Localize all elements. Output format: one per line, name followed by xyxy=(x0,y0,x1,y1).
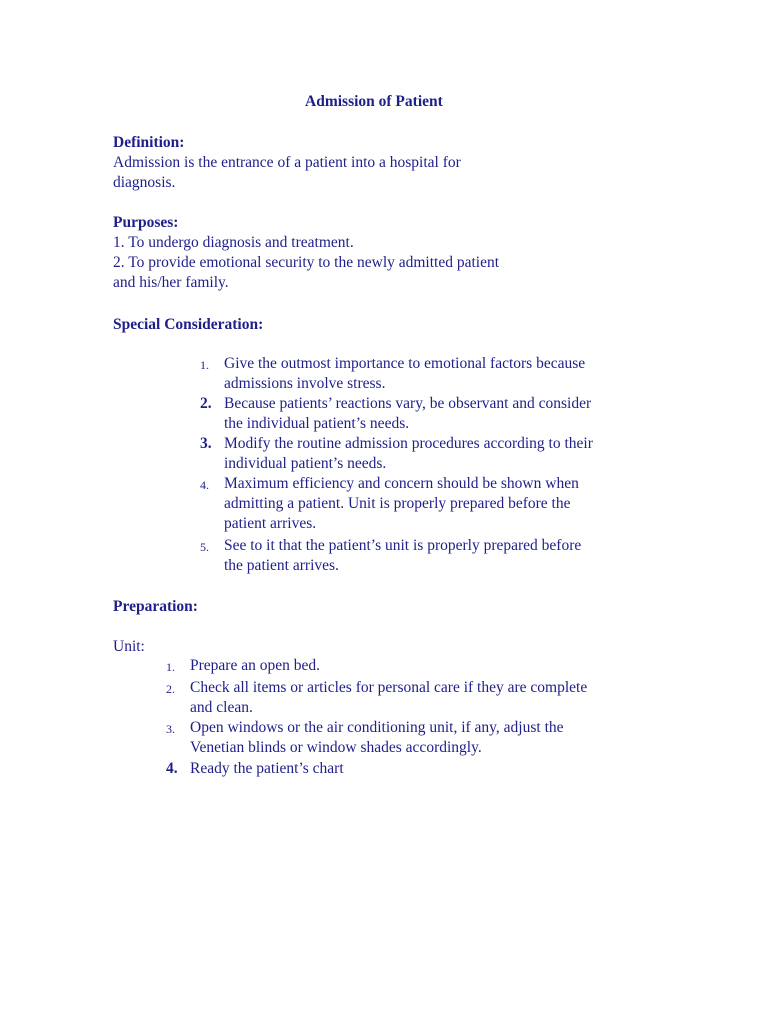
list-item-text: Check all items or articles for personal care if they are complete xyxy=(190,679,588,696)
list-item-number: 2. xyxy=(200,395,212,412)
list-item-text: and clean. xyxy=(190,699,253,716)
list-item-text: Venetian blinds or window shades accordingly. xyxy=(190,739,482,756)
definition-heading: Definition: xyxy=(113,134,185,151)
list-item-number: 2. xyxy=(166,682,175,696)
list-item-number: 1. xyxy=(200,358,209,372)
preparation-heading: Preparation: xyxy=(113,598,198,615)
list-item-text: Modify the routine admission procedures according to their xyxy=(224,435,593,452)
purpose-line-3: and his/her family. xyxy=(113,274,229,291)
list-item-number: 5. xyxy=(200,540,209,554)
list-item-number: 1. xyxy=(166,660,175,674)
list-item-text: Open windows or the air conditioning unit, if any, adjust the xyxy=(190,719,564,736)
list-item-text: See to it that the patient’s unit is properly prepared before xyxy=(224,537,582,554)
special-consideration-heading: Special Consideration: xyxy=(113,316,264,333)
list-item-number: 4. xyxy=(200,478,209,492)
list-item-text: patient arrives. xyxy=(224,515,317,532)
list-item-number: 3. xyxy=(200,435,212,452)
list-item-text: the patient arrives. xyxy=(224,557,339,574)
list-item-text: Give the outmost importance to emotional factors because xyxy=(224,355,586,372)
list-item-text: Prepare an open bed. xyxy=(190,657,320,674)
list-item-text: Because patients’ reactions vary, be observant and consider xyxy=(224,395,592,412)
list-item-number: 3. xyxy=(166,722,175,736)
list-item-text: Maximum efficiency and concern should be shown when xyxy=(224,475,579,492)
list-item-text: Ready the patient’s chart xyxy=(190,760,344,777)
list-item-number: 4. xyxy=(166,760,178,777)
definition-text-line-2: diagnosis. xyxy=(113,174,176,191)
definition-text-line-1: Admission is the entrance of a patient into a hospital for xyxy=(113,154,461,171)
list-item-text: individual patient’s needs. xyxy=(224,455,387,472)
page-title: Admission of Patient xyxy=(305,93,443,110)
purpose-line-2: 2. To provide emotional security to the newly admitted patient xyxy=(113,254,500,271)
purpose-line-1: 1. To undergo diagnosis and treatment. xyxy=(113,234,354,251)
purposes-heading: Purposes: xyxy=(113,214,179,231)
list-item-text: the individual patient’s needs. xyxy=(224,415,410,432)
list-item-text: admissions involve stress. xyxy=(224,375,386,392)
unit-label: Unit: xyxy=(113,638,145,655)
list-item-text: admitting a patient. Unit is properly prepared before the xyxy=(224,495,571,512)
